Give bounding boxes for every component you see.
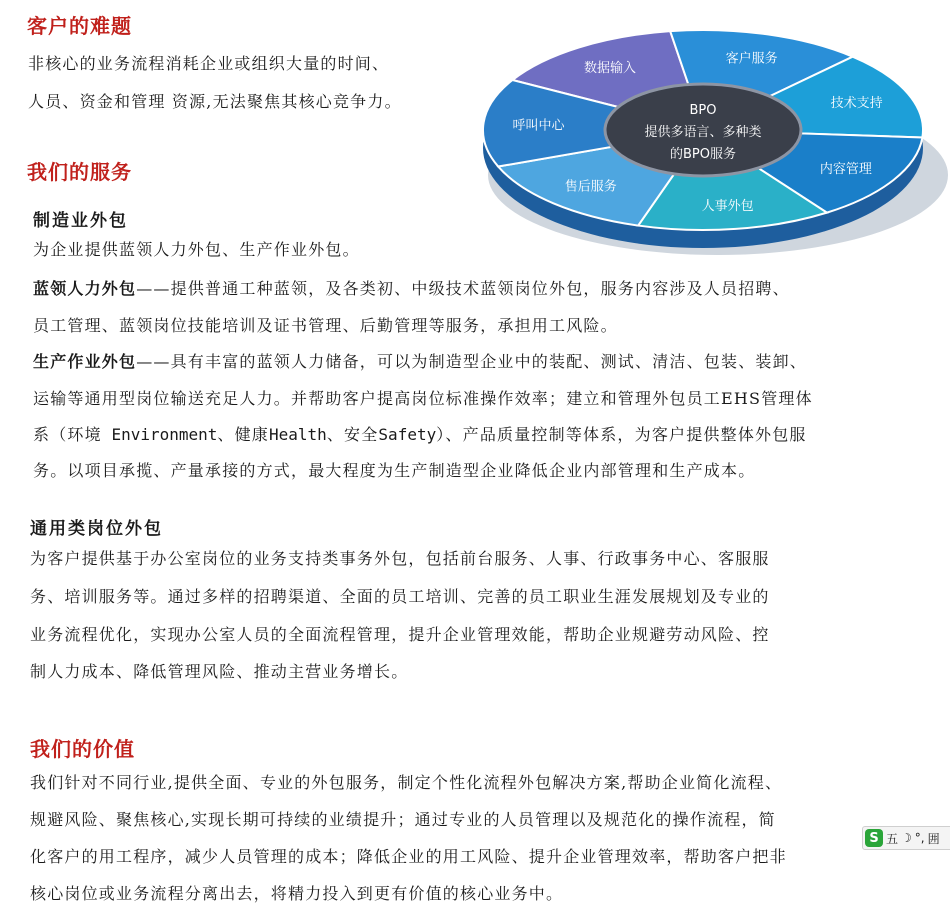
production-l3-env: Environment — [101, 425, 218, 444]
moon-icon[interactable]: ☽ — [901, 831, 912, 845]
manufacturing-intro: 为企业提供蓝领人力外包、生产作业外包。 — [33, 240, 360, 259]
wheel-segment-label: 技术支持 — [830, 96, 883, 112]
production-l3-a: 系（环境 — [33, 425, 102, 444]
general-line-4: 制人力成本、降低管理风险、推动主营业务增长。 — [30, 662, 409, 681]
wheel-segment-label: 呼叫中心 — [512, 118, 565, 134]
bpo-wheel-diagram — [478, 0, 950, 270]
production-line-4: 务。以项目承揽、产量承接的方式，最大程度为生产制造型企业降低企业内部管理和生产成本。 — [33, 461, 756, 480]
problem-title: 客户的难题 — [27, 14, 132, 38]
value-line-2: 规避风险、聚焦核心,实现长期可持续的业绩提升；通过专业的人员管理以及规范化的操作流程，简 — [30, 810, 776, 829]
general-line-3: 业务流程优化，实现办公室人员的全面流程管理，提升企业管理效能，帮助企业规避劳动风险、控 — [30, 625, 770, 644]
production-l3-b: 、健康 — [217, 425, 270, 444]
center-title: BPO — [689, 103, 717, 118]
problem-line-2: 人员、资金和管理 资源,无法聚焦其核心竞争力。 — [28, 92, 402, 111]
production-l3-c: 、安全 — [326, 425, 379, 444]
production-l3-health: Health — [269, 425, 327, 444]
wheel-segment-label: 内容管理 — [819, 162, 872, 177]
ime-mode[interactable]: 五 — [886, 831, 899, 846]
center-line-1: 提供多语言、多种类 — [644, 125, 762, 140]
wheel-segment-label: 数据输入 — [584, 61, 637, 77]
value-line-4: 核心岗位或业务流程分离出去，将精力投入到更有价值的核心业务中。 — [30, 884, 564, 903]
ime-punct[interactable]: °, — [914, 831, 925, 845]
ime-toolbar[interactable] — [862, 826, 950, 850]
production-term: 生产作业外包 — [33, 352, 137, 371]
general-title: 通用类岗位外包 — [30, 519, 163, 539]
wheel-segment-label: 售后服务 — [564, 179, 617, 195]
ime-logo-icon[interactable]: S — [865, 829, 883, 847]
wheel-segment-label: 客户服务 — [725, 51, 778, 67]
production-line-3 — [33, 416, 807, 453]
problem-line-1: 非核心的业务流程消耗企业或组织大量的时间、 — [28, 54, 390, 73]
value-line-1: 我们针对不同行业,提供全面、专业的外包服务，制定个性化流程外包解决方案,帮助企业简化流程、 — [30, 773, 783, 792]
production-desc-1: ——具有丰富的蓝领人力储备，可以为制造型企业中的装配、测试、清洁、包装、装卸、 — [136, 352, 808, 371]
wheel-segment-label: 人事外包 — [701, 199, 754, 215]
value-title: 我们的价值 — [30, 737, 135, 761]
production-l3-safety: Safety — [378, 425, 437, 444]
general-line-2: 务、培训服务等。通过多样的招聘渠道、全面的员工培训、完善的员工职业生涯发展规划及专业的 — [30, 587, 770, 606]
value-line-3: 化客户的用工程序，减少人员管理的成本；降低企业的用工风险、提升企业管理效率，帮助客户把非 — [30, 847, 787, 866]
center-line-2: 的BPO服务 — [670, 147, 736, 162]
bluecollar-desc-1: ——提供普通工种蓝领，及各类初、中级技术蓝领岗位外包，服务内容涉及人员招聘、 — [136, 279, 790, 298]
general-line-1: 为客户提供基于办公室岗位的业务支持类事务外包，包括前台服务、人事、行政事务中心、客服服 — [30, 549, 770, 568]
bluecollar-term: 蓝领人力外包 — [33, 279, 137, 298]
production-line-2: 运输等通用型岗位输送充足人力。并帮助客户提高岗位标准操作效率；建立和管理外包员工EHS管理体 — [33, 389, 813, 408]
keyboard-icon[interactable]: 囲 — [927, 831, 940, 846]
services-title: 我们的服务 — [27, 160, 132, 184]
bluecollar-line-2: 员工管理、蓝领岗位技能培训及证书管理、后勤管理等服务，承担用工风险。 — [33, 316, 618, 335]
manufacturing-title: 制造业外包 — [33, 211, 128, 231]
bluecollar-line-1 — [33, 270, 790, 307]
production-line-1 — [33, 343, 807, 380]
production-l3-d: ）、产品质量控制等体系，为客户提供整体外包服 — [436, 425, 807, 444]
